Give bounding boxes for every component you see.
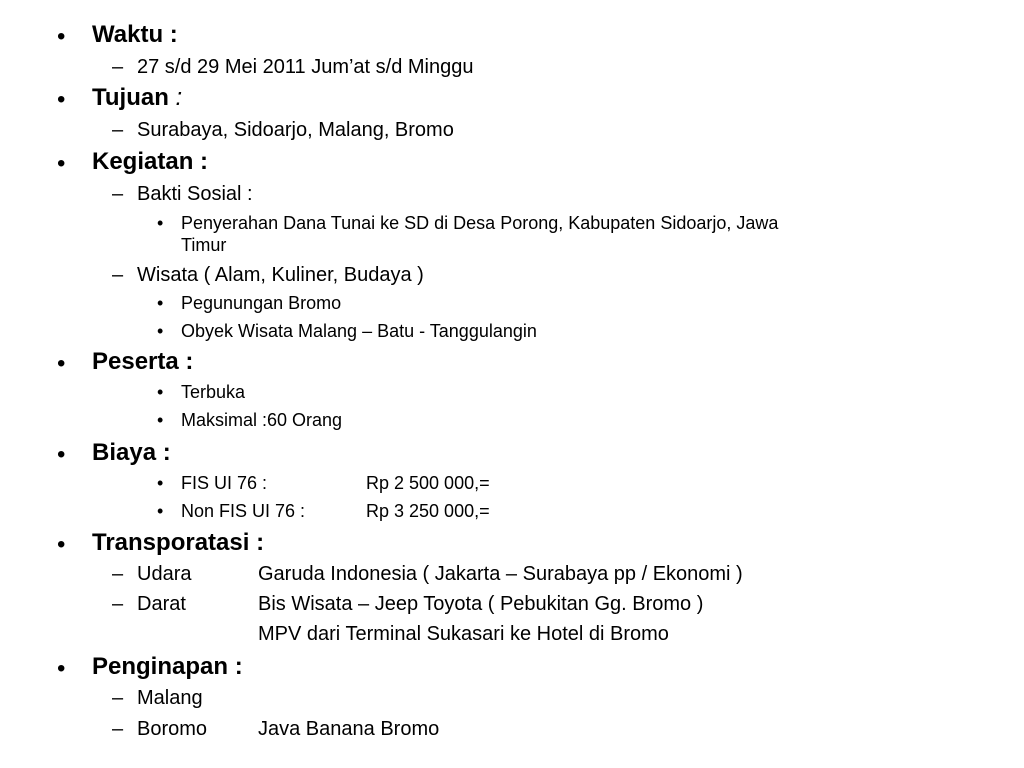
penginapan-label: Boromo <box>137 718 208 740</box>
bullet: • <box>57 531 66 558</box>
heading-tujuan-suffix: : <box>175 84 183 111</box>
dash: – <box>112 183 124 205</box>
wisata-item: Pegunungan Bromo <box>181 293 342 313</box>
bullet: • <box>57 655 66 682</box>
waktu-item: 27 s/d 29 Mei 2011 Jum’at s/d Minggu <box>137 56 474 78</box>
penginapan-value: Java Banana Bromo <box>258 718 440 740</box>
dash: – <box>112 718 124 740</box>
transport-value-cont: MPV dari Terminal Sukasari ke Hotel di Bromo <box>258 623 669 645</box>
heading-waktu: Waktu : <box>92 21 178 48</box>
transport-value: Garuda Indonesia ( Jakarta – Surabaya pp / Ekonomi ) <box>258 563 743 585</box>
transport-label: Darat <box>137 593 186 615</box>
dash: – <box>112 593 124 615</box>
biaya-label: FIS UI 76 : <box>181 473 268 493</box>
biaya-value: Rp 2 500 000,= <box>366 473 490 493</box>
peserta-item: Maksimal :60 Orang <box>181 410 343 430</box>
penginapan-label: Malang <box>137 687 203 709</box>
bakti-item-cont: Timur <box>181 235 227 255</box>
bullet: • <box>157 501 164 521</box>
dash: – <box>112 264 124 286</box>
dash: – <box>112 56 124 78</box>
bullet: • <box>57 23 66 50</box>
peserta-item: Terbuka <box>181 382 246 402</box>
bullet: • <box>57 86 66 113</box>
heading-penginapan: Penginapan : <box>92 653 243 680</box>
bullet: • <box>57 350 66 377</box>
dash: – <box>112 119 124 141</box>
bullet: • <box>157 213 164 233</box>
bullet: • <box>157 293 164 313</box>
heading-tujuan-text: Tujuan <box>92 84 169 111</box>
bullet: • <box>157 382 164 402</box>
transport-label: Udara <box>137 563 192 585</box>
biaya-label: Non FIS UI 76 : <box>181 501 306 521</box>
wisata-item: Obyek Wisata Malang – Batu - Tanggulangin <box>181 321 537 341</box>
bullet: • <box>157 321 164 341</box>
bullet: • <box>157 473 164 493</box>
transport-value: Bis Wisata – Jeep Toyota ( Pebukitan Gg. Bromo ) <box>258 593 704 615</box>
wisata-label: Wisata ( Alam, Kuliner, Budaya ) <box>137 264 424 286</box>
dash: – <box>112 563 124 585</box>
tujuan-item: Surabaya, Sidoarjo, Malang, Bromo <box>137 119 454 141</box>
dash: – <box>112 687 124 709</box>
heading-peserta: Peserta : <box>92 348 194 375</box>
heading-transportasi: Transporatasi : <box>92 529 265 556</box>
bakti-label: Bakti Sosial : <box>137 183 253 205</box>
bullet: • <box>157 410 164 430</box>
heading-kegiatan: Kegiatan : <box>92 148 209 175</box>
bakti-item: Penyerahan Dana Tunai ke SD di Desa Porong, Kabupaten Sidoarjo, Jawa <box>181 213 779 233</box>
heading-biaya: Biaya : <box>92 439 171 466</box>
bullet: • <box>57 150 66 177</box>
bullet: • <box>57 441 66 468</box>
heading-tujuan <box>92 86 182 110</box>
biaya-value: Rp 3 250 000,= <box>366 501 490 521</box>
